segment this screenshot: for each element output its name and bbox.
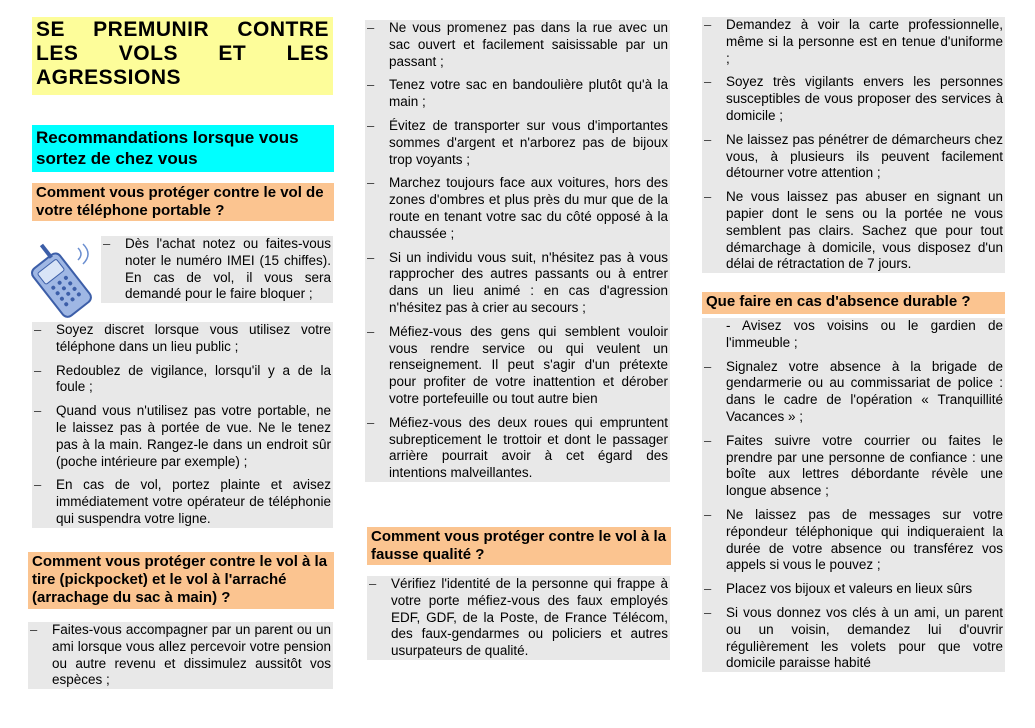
section-subtitle: Recommandations lorsque vous sortez de chez vous xyxy=(32,125,334,172)
bullet-dash: – xyxy=(369,576,377,591)
list-item-text: Marchez toujours face aux voitures, hors des zones d'ombres et plus près du mur que de la route en tenant votre sac du côté opposé à la chaussée ; xyxy=(389,175,668,241)
bullet-dash: – xyxy=(30,622,38,637)
list-item-text: Soyez discret lorsque vous utilisez votre téléphone dans un lieu public ; xyxy=(56,322,331,354)
list-item-text: Méfiez-vous des deux roues qui empruntent subrepticement le trottoir et dont le passager arrière pourrait avoir à cet égard des intentions malveillantes. xyxy=(389,414,668,481)
list-item xyxy=(32,477,333,527)
list-item-text: Ne laissez pas pénétrer de démarcheurs chez vous, à plusieurs ils peuvent facilement détourner votre attention ; xyxy=(726,131,1003,181)
list-item xyxy=(702,581,1005,598)
heading-absence-durable: Que faire en cas d'absence durable ? xyxy=(702,292,1005,314)
list-item xyxy=(702,189,1005,273)
list-item xyxy=(702,17,1005,67)
list-item-text: Si vous donnez vos clés à un ami, un parent ou un voisin, demandez lui d'ouvrir régulièrement les volets pour que votre domicile paraisse habité xyxy=(726,604,1003,671)
list-item xyxy=(365,20,670,70)
bullet-dash: – xyxy=(704,506,712,522)
list-item-text: Signalez votre absence à la brigade de gendarmerie ou au commissariat de police : dans le cadre de l'opération « Tranquillité Vacances » ; xyxy=(726,358,1003,424)
bullet-dash: – xyxy=(34,362,42,378)
list-item-text: Évitez de transporter sur vous d'importantes sommes d'argent et n'arborez pas de bijoux trop voyants ; xyxy=(389,117,668,167)
bullet-dash: – xyxy=(367,414,375,430)
list-item xyxy=(702,318,1005,352)
heading-pickpocket: Comment vous protéger contre le vol à la tire (pickpocket) et le vol à l'arraché (arrachage du sac à main) ? xyxy=(28,552,334,609)
list-item-text: Si un individu vous suit, n'hésitez pas à vous rapprocher des autres passants ou à entrer dans un lieu animé : en cas d'agression n'hésitez pas à crier au secours ; xyxy=(389,249,668,315)
bullet-dash: – xyxy=(704,581,712,597)
bullet-dash: – xyxy=(367,117,375,133)
street-tips-list xyxy=(365,20,670,482)
list-item-text: Dès l'achat notez ou faites-vous noter le numéro IMEI (15 chiffes). En cas de vol, il vous sera demandé pour le faire bloquer ; xyxy=(125,236,331,302)
bullet-dash: – xyxy=(34,403,42,419)
home-tips-list xyxy=(702,17,1005,273)
bullet-dash: – xyxy=(367,175,375,191)
list-item xyxy=(702,132,1005,182)
bullet-dash: – xyxy=(704,189,712,205)
list-item xyxy=(32,363,333,397)
list-item-text: Demandez à voir la carte professionnelle, même si la personne est en tenue d'uniforme ; xyxy=(726,17,1003,66)
list-item-text: Ne laissez pas de messages sur votre répondeur téléphonique qui indiqueraient la durée de votre absence ou transférez vos appels si vous le pouvez ; xyxy=(726,506,1003,573)
list-item-text: - Avisez vos voisins ou le gardien de l'immeuble ; xyxy=(726,318,1003,350)
list-item-text: Méfiez-vous des gens qui semblent vouloir vous rendre service ou qui veulent un renseignement. Il peut s'agir d'un prétexte pour profiter de votre inattention et dérober votre portefeuille ou tout autre bien xyxy=(389,323,668,406)
page-title: SE PREMUNIR CONTRE LES VOLS ET LES AGRESSIONS xyxy=(32,17,333,95)
bullet-dash: – xyxy=(704,131,712,147)
list-item-text: Placez vos bijoux et valeurs en lieux sûrs xyxy=(726,581,973,597)
list-item-text: Faites suivre votre courrier ou faites le prendre par une personne de confiance : une boîte aux lettres débordante révèle une longue absence ; xyxy=(726,432,1003,499)
list-item-text: Ne vous promenez pas dans la rue avec un sac ouvert et facilement saisissable par un passant ; xyxy=(389,20,668,69)
list-item-text: Tenez votre sac en bandoulière plutôt qu'à la main ; xyxy=(389,77,668,110)
list-item xyxy=(702,605,1005,672)
bullet-dash: – xyxy=(704,604,712,620)
list-item xyxy=(365,324,670,408)
bullet-dash: – xyxy=(367,20,375,35)
bullet-dash: – xyxy=(34,477,42,493)
list-item xyxy=(367,576,670,660)
list-item xyxy=(702,507,1005,574)
list-item-text: Faites-vous accompagner par un parent ou un ami lorsque vous allez percevoir votre pension ou autre revenu et dissimulez aussitôt vos espèces ; xyxy=(52,622,331,688)
list-item-text: Quand vous n'utilisez pas votre portable, ne le laissez pas à portée de vue. Ne le tenez pas à la main. Rangez-le dans un endroit sûr (poche intérieure par exemple) ; xyxy=(56,403,331,469)
list-item-text: Soyez très vigilants envers les personnes susceptibles de vous proposer des services à domicile ; xyxy=(726,74,1003,123)
list-item-text: En cas de vol, portez plainte et avisez immédiatement votre opérateur de téléphonie qui suspendra votre ligne. xyxy=(56,477,331,526)
list-item xyxy=(702,74,1005,124)
bullet-dash: – xyxy=(103,236,111,251)
bullet-dash: – xyxy=(367,323,375,339)
phone-first-list xyxy=(101,236,333,303)
bullet-dash: – xyxy=(367,249,375,265)
mobile-phone-icon xyxy=(18,238,100,318)
list-item-text: Redoublez de vigilance, lorsqu'il y a de la foule ; xyxy=(56,362,331,395)
list-item-text: Ne vous laissez pas abuser en signant un papier dont le sens ou la portée ne vous semblent pas clairs. Sachez que pour tout démarchage à domicile, vous disposez d'un délai de rétractation de 7 jours. xyxy=(726,189,1003,272)
list-item xyxy=(365,77,670,111)
absence-list xyxy=(702,318,1005,672)
bullet-dash: – xyxy=(704,74,712,90)
phone-tips-list xyxy=(32,322,333,528)
bullet-dash: – xyxy=(367,77,375,93)
bullet-dash: – xyxy=(704,358,712,374)
list-item xyxy=(32,322,333,356)
list-item xyxy=(702,359,1005,426)
fausse-qualite-list xyxy=(367,576,670,660)
list-item xyxy=(365,415,670,482)
list-item xyxy=(702,433,1005,500)
list-item xyxy=(32,403,333,470)
list-item-text: Vérifiez l'identité de la personne qui frappe à votre porte méfiez-vous des faux employés EDF, GDF, de la Poste, de France Télécom, des faux-gendarmes ou policiers et autres usurpateurs de qualité. xyxy=(391,576,668,659)
list-item xyxy=(101,236,333,303)
bullet-dash: – xyxy=(704,17,712,32)
bullet-dash: – xyxy=(704,432,712,448)
list-item xyxy=(28,622,333,689)
list-item xyxy=(365,175,670,242)
heading-fausse-qualite: Comment vous protéger contre le vol à la fausse qualité ? xyxy=(367,527,671,565)
pickpocket-list xyxy=(28,622,333,689)
list-item xyxy=(365,118,670,168)
bullet-dash: – xyxy=(34,322,42,337)
list-item xyxy=(365,250,670,317)
heading-phone-theft: Comment vous protéger contre le vol de votre téléphone portable ? xyxy=(32,183,334,221)
